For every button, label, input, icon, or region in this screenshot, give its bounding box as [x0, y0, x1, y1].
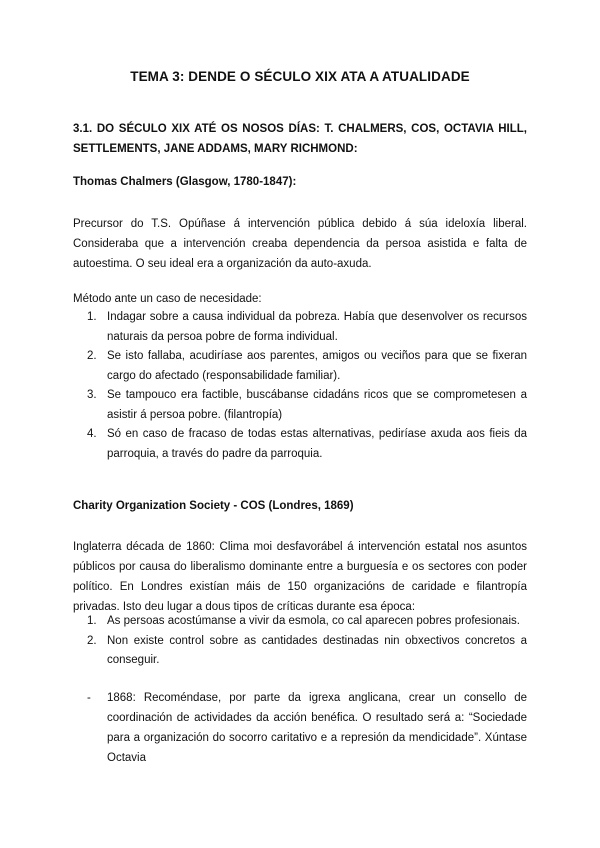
page-title: TEMA 3: DENDE O SÉCULO XIX ATA A ATUALIDADE [130, 69, 470, 84]
chalmers-intro: Precursor do T.S. Opúñase á intervención pública debido á súa ideloxía liberal. Consideraba que a intervención creaba dependencia da persoa asistida e falta de autoestima. O seu ideal era a organización da auto-axuda. [73, 218, 527, 270]
cos-critiques-list [73, 612, 527, 671]
bullet-item [73, 688, 527, 768]
list-text: Indagar sobre a causa individual da pobreza. Había que desenvolver os recursos naturais da persoa pobre de forma individual. [107, 311, 527, 343]
cos-heading: Charity Organization Society - COS (Londres, 1869) [73, 500, 354, 512]
list-item [73, 632, 527, 671]
bullet-text: 1868: Recoméndase, por parte da igrexa anglicana, crear un consello de coordinación de actividades da acción benéfica. O resultado será a: “Sociedade para a organización do socorro caritativo e a represión da mendicidade”. Xúntase Octavia [107, 692, 527, 764]
list-item [73, 386, 527, 425]
list-text: Se tampouco era factible, buscábanse cidadáns ricos que se comprometesen a asistir á persoa pobre. (filantropía) [107, 389, 527, 421]
list-number: 2. [87, 350, 97, 362]
list-number: 1. [87, 311, 97, 323]
list-number: 4. [87, 428, 97, 440]
chalmers-heading: Thomas Chalmers (Glasgow, 1780-1847): [73, 176, 297, 188]
list-text: Só en caso de fracaso de todas estas alternativas, pediríase axuda aos fieis da parroquia, a través do padre da parroquia. [107, 428, 527, 460]
list-item [73, 347, 527, 386]
chalmers-steps-list [73, 308, 527, 464]
list-text: Se isto fallaba, acudiríase aos parentes, amigos ou veciños para que se fixeran cargo do afectado (responsabilidade familiar). [107, 350, 527, 382]
list-number: 1. [87, 615, 97, 627]
section-heading: 3.1. DO SÉCULO XIX ATÉ OS NOSOS DÍAS: T. CHALMERS, COS, OCTAVIA HILL, SETTLEMENTS, JANE ADDAMS, MARY RICHMOND: [73, 123, 527, 155]
method-label: Método ante un caso de necesidade: [73, 293, 262, 305]
list-number: 3. [87, 389, 97, 401]
list-text: Non existe control sobre as cantidades destinadas nin obxectivos concretos a conseguir. [107, 634, 527, 666]
list-item [73, 612, 527, 632]
bullet-mark: - [87, 692, 91, 704]
list-item [73, 425, 527, 464]
list-text: As persoas acostúmanse a vivir da esmola, co cal aparecen pobres profesionais. [107, 615, 520, 627]
list-item [73, 308, 527, 347]
cos-intro: Inglaterra década de 1860: Clima moi desfavorábel á intervención estatal nos asuntos públicos por causa do liberalismo dominante entre a burguesía e os sectores con poder político. En Londres existían máis de 150 organizacións de caridade e filantropía privadas. Isto deu lugar a dous tipos de críticas durante esa época: [73, 541, 527, 613]
list-number: 2. [87, 634, 97, 647]
